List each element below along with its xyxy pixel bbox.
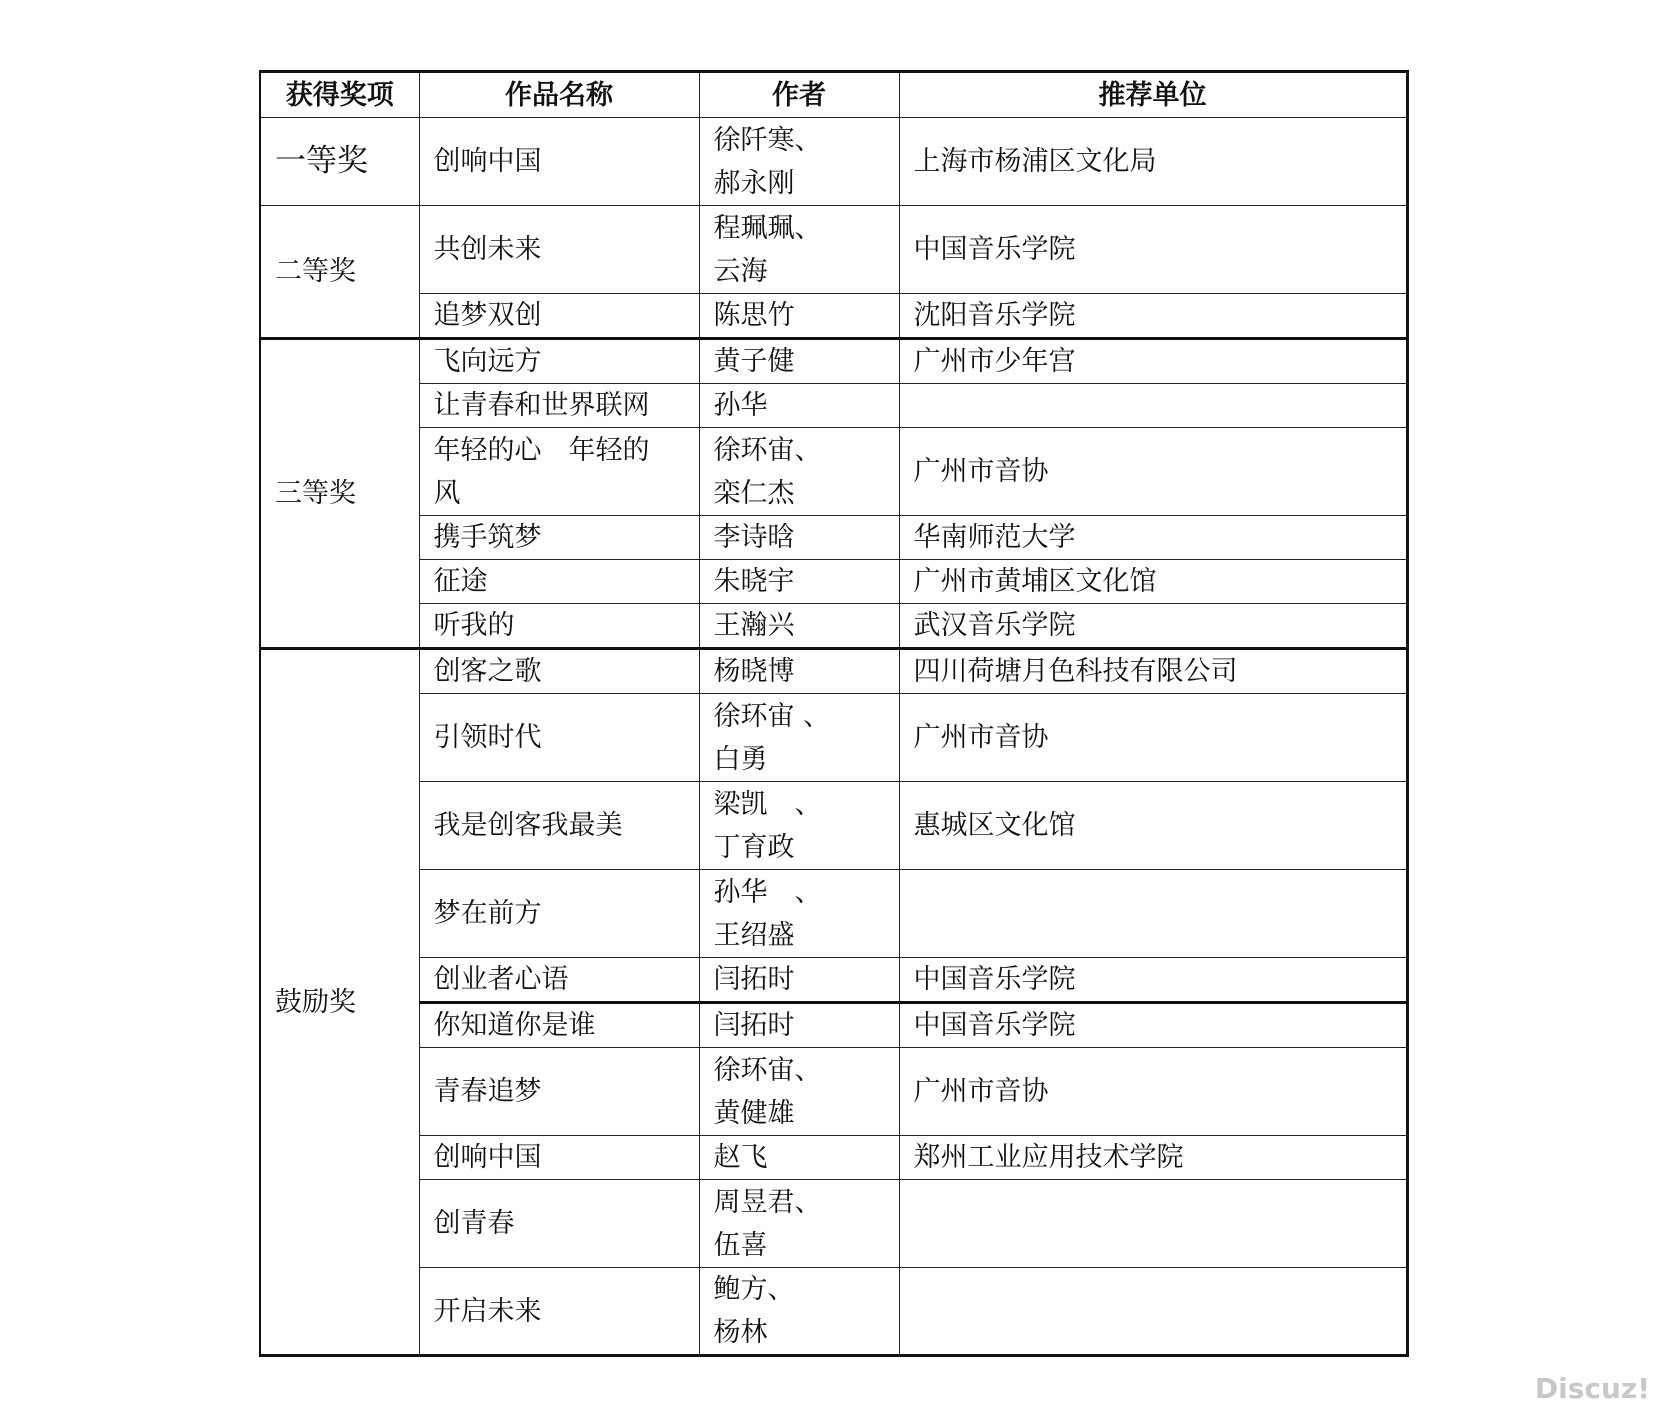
author-cell: 赵飞 — [699, 1136, 899, 1180]
table-row — [260, 339, 1407, 384]
table-row — [260, 384, 1407, 428]
table-row — [260, 958, 1407, 1003]
table-row — [260, 782, 1407, 870]
author-cell: 黄子健 — [699, 339, 899, 384]
unit-cell: 郑州工业应用技术学院 — [899, 1136, 1407, 1180]
title-cell: 追梦双创 — [419, 294, 699, 339]
table-row — [260, 294, 1407, 339]
unit-cell — [899, 1268, 1407, 1356]
unit-cell: 惠城区文化馆 — [899, 782, 1407, 870]
author-cell: 孙华 、 王绍盛 — [699, 870, 899, 958]
header-author: 作者 — [699, 72, 899, 118]
table-row — [260, 118, 1407, 206]
unit-cell: 华南师范大学 — [899, 516, 1407, 560]
table-row — [260, 649, 1407, 694]
author-cell: 闫拓时 — [699, 958, 899, 1003]
unit-cell — [899, 384, 1407, 428]
title-cell: 创响中国 — [419, 118, 699, 206]
title-cell: 开启未来 — [419, 1268, 699, 1356]
author-cell: 李诗晗 — [699, 516, 899, 560]
author-cell: 闫拓时 — [699, 1003, 899, 1048]
table-row — [260, 1048, 1407, 1136]
unit-cell: 上海市杨浦区文化局 — [899, 118, 1407, 206]
title-cell: 创青春 — [419, 1180, 699, 1268]
author-cell: 朱晓宇 — [699, 560, 899, 604]
unit-cell: 广州市音协 — [899, 1048, 1407, 1136]
table-row — [260, 560, 1407, 604]
author-cell: 徐阡寒、 郝永刚 — [699, 118, 899, 206]
unit-cell: 广州市音协 — [899, 694, 1407, 782]
title-cell: 你知道你是谁 — [419, 1003, 699, 1048]
table-row — [260, 428, 1407, 516]
unit-cell: 广州市音协 — [899, 428, 1407, 516]
table-row — [260, 206, 1407, 294]
author-cell: 梁凯 、 丁育政 — [699, 782, 899, 870]
unit-cell — [899, 1180, 1407, 1268]
table-row — [260, 1003, 1407, 1048]
award-encourage: 鼓励奖 — [260, 649, 419, 1356]
title-cell: 梦在前方 — [419, 870, 699, 958]
unit-cell: 中国音乐学院 — [899, 206, 1407, 294]
header-title: 作品名称 — [419, 72, 699, 118]
author-cell: 周昱君、 伍喜 — [699, 1180, 899, 1268]
title-cell: 我是创客我最美 — [419, 782, 699, 870]
awards-table — [259, 70, 1409, 1357]
table-row — [260, 1136, 1407, 1180]
unit-cell: 广州市少年宫 — [899, 339, 1407, 384]
header-row — [260, 72, 1407, 118]
unit-cell: 沈阳音乐学院 — [899, 294, 1407, 339]
table-row — [260, 1180, 1407, 1268]
author-cell: 孙华 — [699, 384, 899, 428]
title-cell: 听我的 — [419, 604, 699, 649]
title-cell: 创客之歌 — [419, 649, 699, 694]
award-third: 三等奖 — [260, 339, 419, 649]
award-second: 二等奖 — [260, 206, 419, 339]
table-row — [260, 870, 1407, 958]
header-unit: 推荐单位 — [899, 72, 1407, 118]
author-cell: 王瀚兴 — [699, 604, 899, 649]
title-cell: 青春追梦 — [419, 1048, 699, 1136]
title-cell: 创业者心语 — [419, 958, 699, 1003]
title-cell: 征途 — [419, 560, 699, 604]
author-cell: 徐环宙 、 白勇 — [699, 694, 899, 782]
table-row — [260, 516, 1407, 560]
table-row — [260, 1268, 1407, 1356]
author-cell: 徐环宙、 栾仁杰 — [699, 428, 899, 516]
unit-cell — [899, 870, 1407, 958]
unit-cell: 广州市黄埔区文化馆 — [899, 560, 1407, 604]
author-cell: 陈思竹 — [699, 294, 899, 339]
author-cell: 程珮珮、 云海 — [699, 206, 899, 294]
title-cell: 年轻的心 年轻的 风 — [419, 428, 699, 516]
title-cell: 飞向远方 — [419, 339, 699, 384]
table-row — [260, 694, 1407, 782]
title-cell: 携手筑梦 — [419, 516, 699, 560]
unit-cell: 中国音乐学院 — [899, 1003, 1407, 1048]
award-first: 一等奖 — [260, 118, 419, 206]
title-cell: 创响中国 — [419, 1136, 699, 1180]
author-cell: 徐环宙、 黄健雄 — [699, 1048, 899, 1136]
title-cell: 引领时代 — [419, 694, 699, 782]
author-cell: 杨晓博 — [699, 649, 899, 694]
author-cell: 鲍方、 杨林 — [699, 1268, 899, 1356]
unit-cell: 中国音乐学院 — [899, 958, 1407, 1003]
watermark: Discuz! — [1534, 1372, 1650, 1405]
title-cell: 共创未来 — [419, 206, 699, 294]
unit-cell: 武汉音乐学院 — [899, 604, 1407, 649]
header-award: 获得奖项 — [260, 72, 419, 118]
table-row — [260, 604, 1407, 649]
title-cell: 让青春和世界联网 — [419, 384, 699, 428]
unit-cell: 四川荷塘月色科技有限公司 — [899, 649, 1407, 694]
